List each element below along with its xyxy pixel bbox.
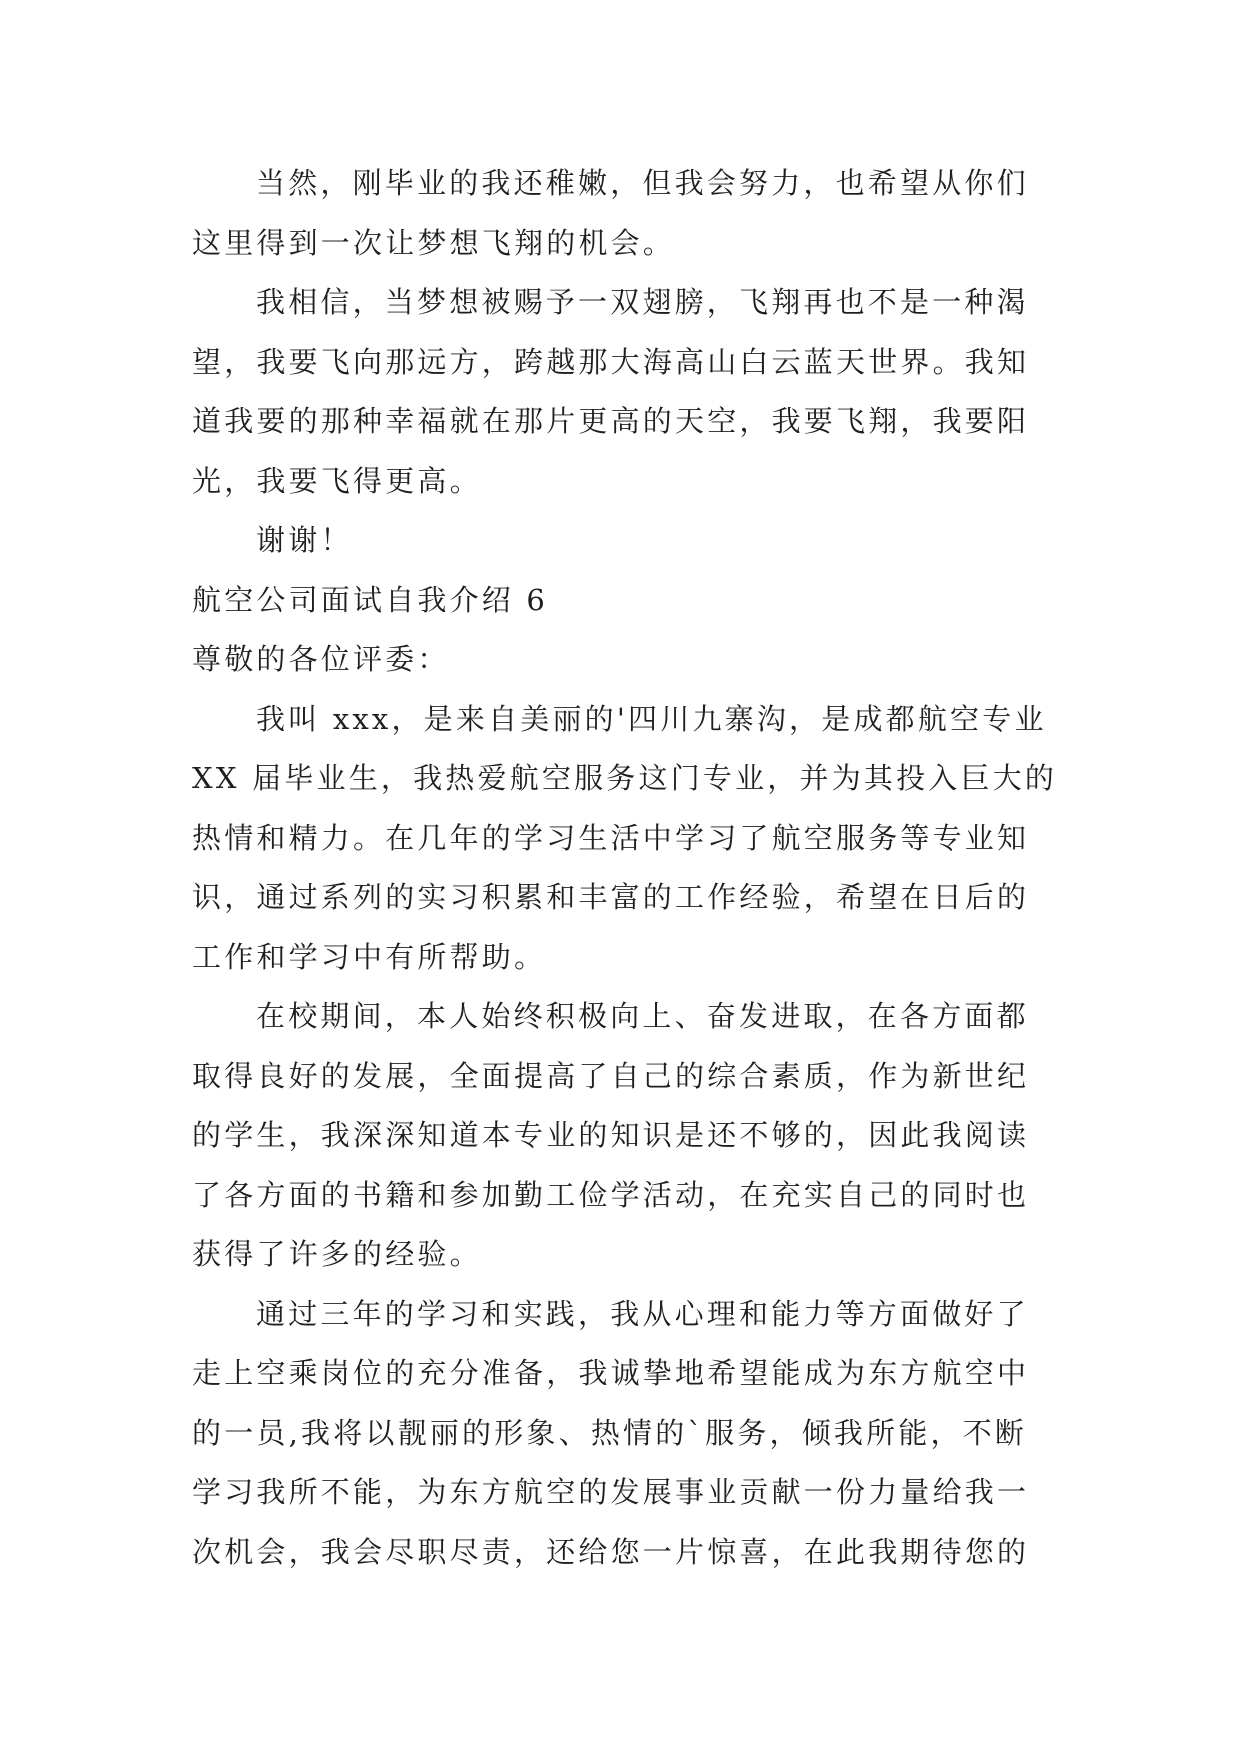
text-line: 道我要的那种幸福就在那片更高的天空，我要飞翔，我要阳	[192, 404, 1030, 438]
paragraph	[192, 273, 1062, 511]
text-line: 当然，刚毕业的我还稚嫩，但我会努力，也希望从你们	[256, 166, 1029, 200]
paragraph	[192, 511, 1062, 571]
text-line: 了各方面的书籍和参加勤工俭学活动，在充实自己的同时也	[192, 1177, 1030, 1212]
paragraph	[192, 1285, 1062, 1583]
text-line: 走上空乘岗位的充分准备，我诚挚地希望能成为东方航空中	[192, 1356, 1030, 1390]
text-line: 次机会，我会尽职尽责，还给您一片惊喜，在此我期待您的	[192, 1534, 1030, 1569]
section-heading	[192, 571, 1062, 631]
text-line: XX 届毕业生，我热爱航空服务这门专业，并为其投入巨大的	[192, 761, 1058, 795]
text-line: 在校期间，本人始终积极向上、奋发进取，在各方面都	[256, 999, 1029, 1033]
text-line: 的学生，我深深知道本专业的知识是还不够的，因此我阅读	[192, 1118, 1030, 1152]
text-line: 尊敬的各位评委：	[192, 642, 450, 676]
text-line: 望，我要飞向那远方，跨越那大海高山白云蓝天世界。我知	[192, 344, 1030, 379]
salutation	[192, 630, 1062, 690]
text-line: 工作和学习中有所帮助。	[192, 939, 547, 974]
paragraph	[192, 690, 1062, 988]
text-line: 取得良好的发展，全面提高了自己的综合素质，作为新世纪	[192, 1058, 1030, 1093]
text-line: 航空公司面试自我介绍 6	[192, 582, 549, 617]
text-line: 光，我要飞得更高。	[192, 463, 482, 498]
paragraph	[192, 987, 1062, 1285]
text-line: 谢谢！	[256, 523, 353, 557]
text-line: 的一员,我将以靓丽的形象、热情的`服务，倾我所能，不断	[192, 1415, 1028, 1450]
text-line: 这里得到一次让梦想飞翔的机会。	[192, 225, 676, 260]
paragraph	[192, 154, 1062, 273]
text-line: 我叫 xxx，是来自美丽的'四川九寨沟，是成都航空专业	[256, 701, 1047, 736]
document-body	[192, 154, 1062, 1582]
text-line: 识，通过系列的实习积累和丰富的工作经验，希望在日后的	[192, 880, 1030, 914]
text-line: 我相信，当梦想被赐予一双翅膀，飞翔再也不是一种渴	[256, 285, 1029, 319]
text-line: 学习我所不能，为东方航空的发展事业贡献一份力量给我一	[192, 1475, 1030, 1509]
text-line: 通过三年的学习和实践，我从心理和能力等方面做好了	[256, 1296, 1029, 1331]
text-line: 热情和精力。在几年的学习生活中学习了航空服务等专业知	[192, 820, 1030, 855]
text-line: 获得了许多的经验。	[192, 1237, 482, 1271]
